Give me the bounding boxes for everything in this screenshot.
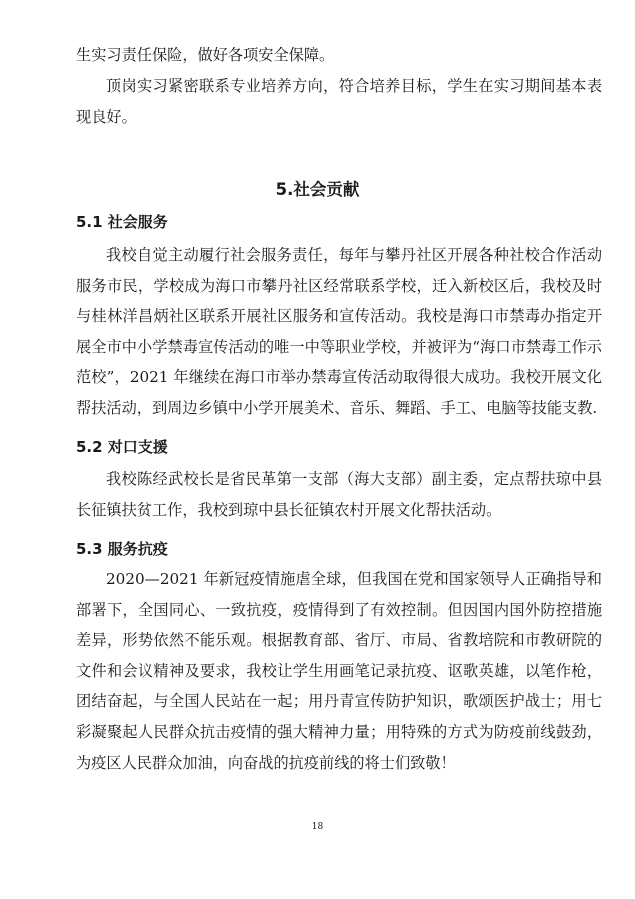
sub-heading-counterpart-support: 5.2 对口支援	[76, 438, 168, 456]
internship-paragraph: 顶岗实习紧密联系专业培养方向，符合培养目标，学生在实习期间基本表现良好。	[76, 77, 602, 126]
continuation-paragraph: 生实习责任保险，做好各项安全保障。	[76, 46, 335, 64]
section-title: 5.社会贡献	[275, 180, 360, 199]
sub-heading-social-service: 5.1 社会服务	[76, 213, 168, 231]
anti-epidemic-paragraph: 2020—2021 年新冠疫情施虐全球，但我国在党和国家领导人正确指导和部署下，全国同心、一致抗疫，疫情得到了有效控制。但因国内国外防控措施差异，形势依然不能乐观。根据教育部、省厅、市局、省教培院和市教研院的文件和会议精神及要求，我校让学生用画笔记录抗疫、讴歌英雄，以笔作枪，团结奋起，与全国人民站在一起；用丹青宣传防护知识，歌颂医护战士；用七彩凝聚起人民群众抗击疫情的强大精神力量；用特殊的方式为防疫前线鼓劲，为疫区人民群众加油，向奋战的抗疫前线的将士们致敬！	[76, 570, 602, 772]
counterpart-support-paragraph: 我校陈经武校长是省民革第一支部（海大支部）副主委，定点帮扶琼中县长征镇扶贫工作，我校到琼中县长征镇农村开展文化帮扶活动。	[76, 470, 602, 519]
page-number: 18	[311, 822, 324, 832]
social-service-paragraph: 我校自觉主动履行社会服务责任，每年与攀丹社区开展各种社校合作活动服务市民，学校成为海口市攀丹社区经常联系学校，迁入新校区后，我校及时与桂林洋昌炳社区联系开展社区服务和宣传活动。我校是海口市禁毒办指定开展全市中小学禁毒宣传活动的唯一中等职业学校，并被评为“海口市禁毒工作示范校”，2021 年继续在海口市举办禁毒宣传活动取得很大成功。我校开展文化帮扶活动，到周边乡镇中小学开展美术、音乐、舞蹈、手工、电脑等技能支教.	[76, 246, 602, 417]
sub-heading-anti-epidemic: 5.3 服务抗疫	[76, 540, 168, 558]
